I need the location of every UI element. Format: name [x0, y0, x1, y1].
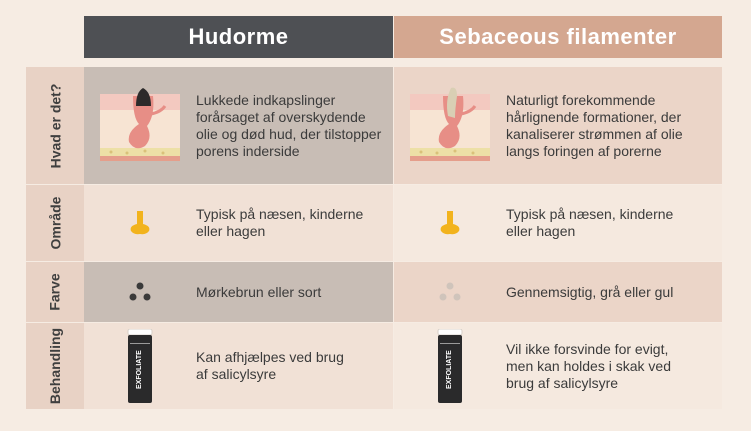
color-blackheads-text: Mørkebrun eller sort — [196, 283, 322, 300]
row-label-treatment — [26, 323, 84, 409]
cell-what-blackheads — [84, 67, 393, 184]
row-label-area — [26, 185, 84, 261]
exfoliant-bottle-icon — [394, 329, 506, 403]
cell-treatment-blackheads — [84, 323, 393, 409]
row-label-color — [26, 262, 84, 322]
row-label-what — [26, 67, 84, 184]
what-filaments-text: Naturligt forekommende hårlignende formationer, der kanaliserer strømmen af olie langs foringen af porerne — [506, 91, 683, 159]
nose-icon — [394, 210, 506, 236]
bottle-label: EXFOLIATE — [446, 350, 453, 389]
cell-color-filaments — [394, 262, 722, 322]
area-blackheads-text: Typisk på næsen, kinderne eller hagen — [196, 206, 364, 239]
dark-dots-icon — [84, 281, 196, 303]
pore-filament-icon — [394, 86, 506, 166]
cell-area-blackheads — [84, 185, 393, 261]
header-sebaceous-filaments-label: Sebaceous filamenter — [439, 24, 677, 49]
treatment-filaments-text: Vil ikke forsvinde for evigt, men kan holdes i skak ved brug af salicylsyre — [506, 340, 671, 391]
what-blackheads-text: Lukkede indkapslinger forårsaget af overskydende olie og død hud, der tilstopper porens inderside — [196, 91, 382, 159]
cell-treatment-filaments — [394, 323, 722, 409]
cell-area-filaments — [394, 185, 722, 261]
header-blackheads — [84, 16, 393, 58]
cell-color-blackheads — [84, 262, 393, 322]
row-label-treatment-text: Behandling — [47, 327, 64, 405]
exfoliant-bottle-icon — [84, 329, 196, 403]
cell-what-filaments — [394, 67, 722, 184]
row-label-what-text: Hvad er det? — [47, 83, 63, 168]
bottle-label: EXFOLIATE — [136, 350, 143, 389]
header-sebaceous-filaments — [394, 16, 722, 58]
area-filaments-text: Typisk på næsen, kinderne eller hagen — [506, 206, 674, 239]
light-dots-icon — [394, 281, 506, 303]
pore-blackhead-icon — [84, 86, 196, 166]
row-label-area-text: Område — [46, 196, 63, 250]
header-blackheads-label: Hudorme — [188, 24, 289, 49]
nose-icon — [84, 210, 196, 236]
row-label-color-text: Farve — [46, 273, 63, 311]
treatment-blackheads-text: Kan afhjælpes ved brug af salicylsyre — [196, 349, 344, 382]
color-filaments-text: Gennemsigtig, grå eller gul — [506, 283, 674, 300]
